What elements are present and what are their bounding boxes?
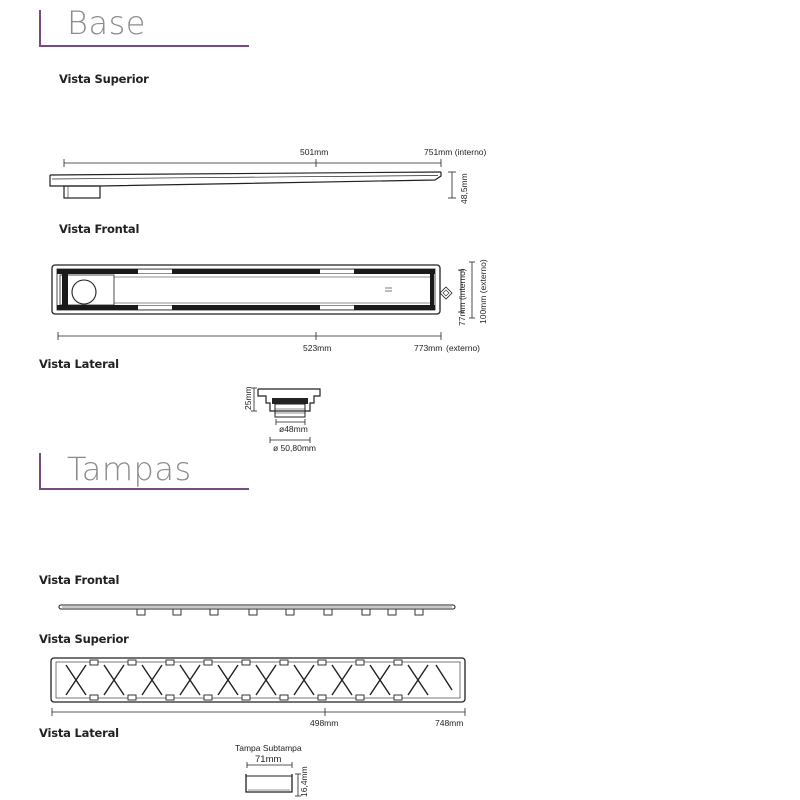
dim-front-total-note: (externo) — [446, 343, 481, 353]
dim-top-total: 751mm (interno) — [424, 147, 487, 157]
label-base-vista-frontal: Vista Frontal — [59, 222, 140, 236]
dim-tampa-total: 748mm — [435, 718, 464, 728]
section-title-tampas: Tampas — [67, 450, 192, 488]
dim-lateral-inner-diameter: ø48mm — [279, 424, 308, 434]
dim-tampa-height: 16,4mm — [299, 766, 309, 797]
label-base-vista-lateral: Vista Lateral — [39, 357, 119, 371]
tampas-top-view-drawing — [51, 658, 465, 716]
base-front-view-drawing — [52, 262, 475, 340]
dim-front-total: 773mm — [414, 343, 443, 353]
dim-tampa-width: 71mm — [255, 754, 282, 765]
dim-front-height-interno: 77mm (interno) — [457, 268, 467, 326]
tampas-front-view-drawing — [59, 605, 455, 615]
tampa-lateral-title: Tampa Subtampa — [235, 743, 302, 753]
dim-top-height: 48,5mm — [459, 173, 469, 204]
tampas-side-view-drawing — [246, 762, 301, 796]
label-tampas-vista-frontal: Vista Frontal — [39, 573, 120, 587]
section-title-base: Base — [67, 4, 146, 42]
label-tampas-vista-lateral: Vista Lateral — [39, 726, 119, 740]
dim-front-height-externo: 100mm (externo) — [478, 259, 488, 324]
base-top-view-drawing — [50, 159, 456, 198]
base-side-view-drawing — [251, 388, 320, 443]
dim-tampa-mid: 498mm — [310, 718, 339, 728]
dim-lateral-height: 25mm — [243, 386, 253, 410]
label-tampas-vista-superior: Vista Superior — [39, 632, 129, 646]
dim-top-mid: 501mm — [300, 147, 329, 157]
dim-lateral-outer-diameter: ø 50,80mm — [273, 443, 316, 453]
label-base-vista-superior: Vista Superior — [59, 72, 149, 86]
dim-front-mid: 523mm — [303, 343, 332, 353]
